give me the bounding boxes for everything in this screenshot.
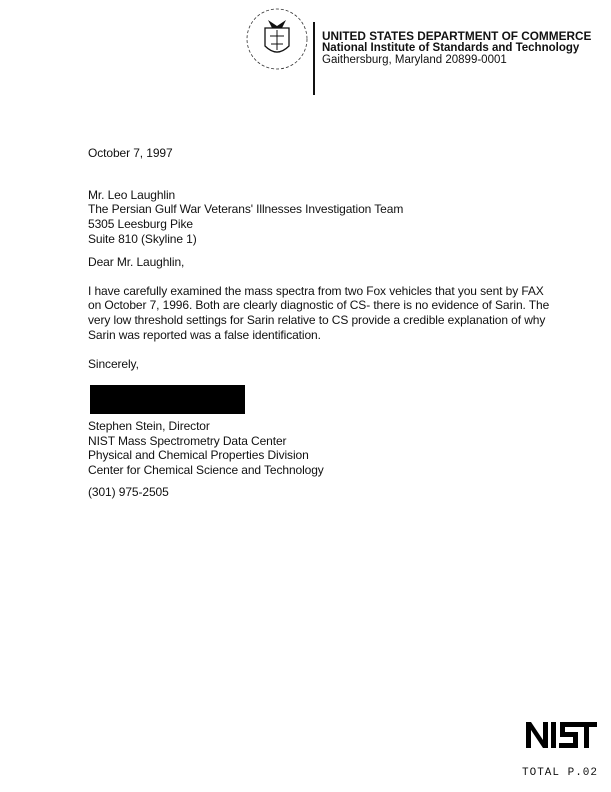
signature-line: NIST Mass Spectrometry Data Center (88, 434, 287, 448)
commerce-seal-icon (244, 6, 310, 72)
nist-logo-icon (524, 718, 598, 750)
body-line: I have carefully examined the mass spectra from two Fox vehicles that you sent by FAX (88, 284, 544, 298)
body-line: Sarin was reported was a false identification. (88, 328, 321, 342)
phone-number: (301) 975-2505 (88, 485, 169, 499)
signature-line: Stephen Stein, Director (88, 419, 210, 433)
letterhead-address: Gaithersburg, Maryland 20899-0001 (322, 54, 507, 66)
recipient-line: Suite 810 (Skyline 1) (88, 232, 197, 246)
letterhead-department: UNITED STATES DEPARTMENT OF COMMERCE (322, 29, 592, 43)
salutation: Dear Mr. Laughlin, (88, 255, 185, 269)
recipient-line: 5305 Leesburg Pike (88, 217, 193, 231)
fax-page-total: TOTAL P.02 (522, 767, 599, 779)
body-line: very low threshold settings for Sarin relative to CS provide a credible explanation of why (88, 313, 546, 327)
signature-line: Center for Chemical Science and Technology (88, 463, 324, 477)
letterhead-institute: National Institute of Standards and Technology (322, 42, 580, 54)
letterhead-divider (313, 22, 315, 95)
recipient-line: The Persian Gulf War Veterans' Illnesses Investigation Team (88, 202, 404, 216)
closing: Sincerely, (88, 357, 139, 371)
recipient-line: Mr. Leo Laughlin (88, 188, 176, 202)
signature-line: Physical and Chemical Properties Division (88, 448, 309, 462)
body-line: on October 7, 1996. Both are clearly diagnostic of CS- there is no evidence of Sarin. The (88, 298, 550, 312)
letter-date: October 7, 1997 (88, 146, 173, 160)
redacted-signature (90, 385, 245, 414)
